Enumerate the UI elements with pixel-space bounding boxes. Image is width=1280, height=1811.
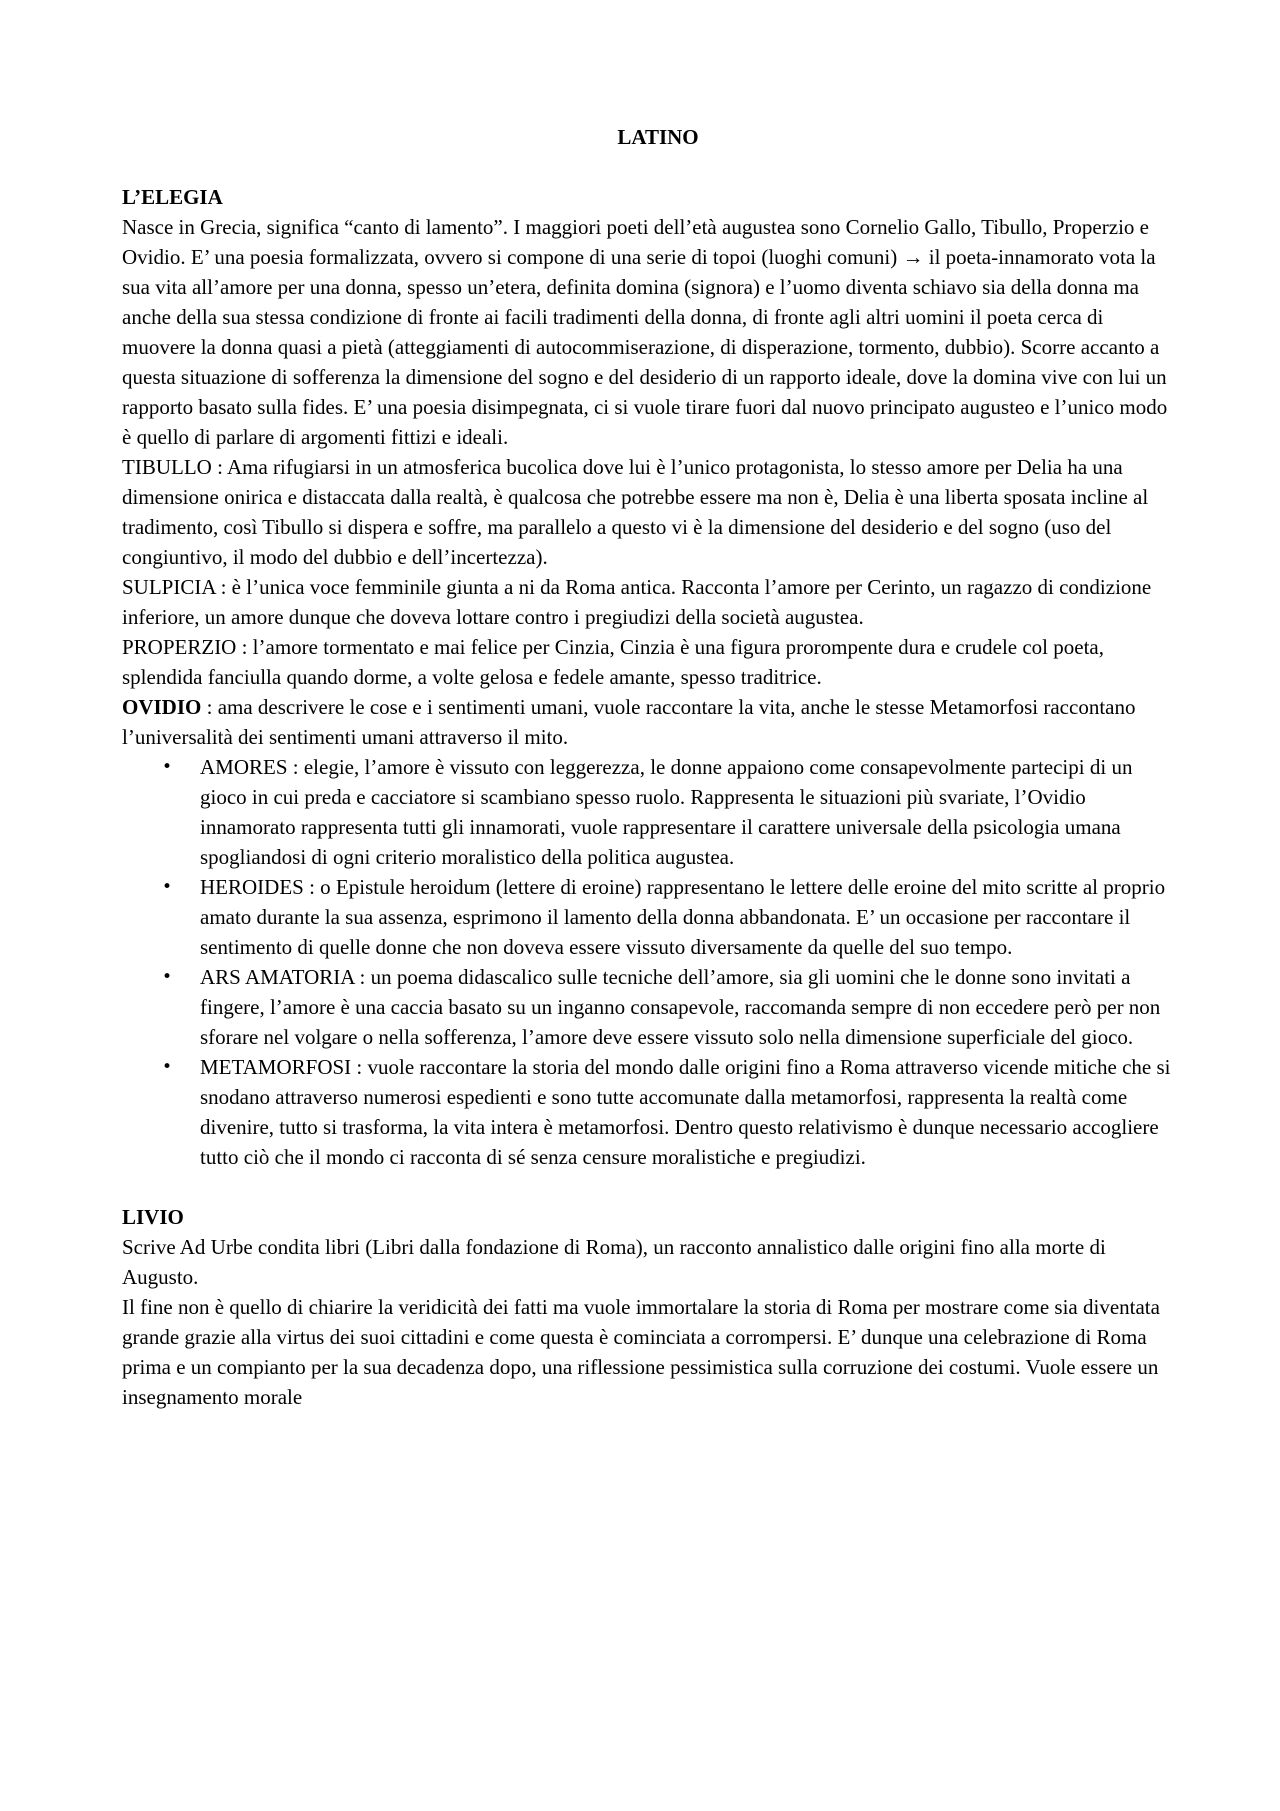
spacer (122, 152, 1172, 182)
spacer (122, 1172, 1172, 1202)
list-item-text: METAMORFOSI : vuole raccontare la storia del mondo dalle origini fino a Roma attraverso vicende mitiche che si snodano attraverso numerosi espedienti e sono tutte accomunate dalla metamorfosi, rappresenta la realtà come divenire, tutto si trasforma, la vita intera è metamorfosi. Dentro questo relativismo è dunque necessario accogliere tutto ciò che il mondo ci racconta di sé senza censure moralistiche e pregiudizi. (200, 1055, 1171, 1169)
list-item-text: AMORES : elegie, l’amore è vissuto con leggerezza, le donne appaiono come consapevolmente partecipi di un gioco in cui preda e cacciatore si scambiano spesso ruolo. Rappresenta le situazioni più svariate, l’Ovidio innamorato rappresenta tutti gli innamorati, vuole rappresentare il carattere universale della psicologia umana spogliandosi di ogni criterio moralistico della politica augustea. (200, 755, 1133, 869)
ovidio-name: OVIDIO (122, 695, 202, 719)
tibullo-paragraph: TIBULLO : Ama rifugiarsi in un atmosferica bucolica dove lui è l’unico protagonista, lo stesso amore per Delia ha una dimensione onirica e distaccata dalla realtà, è qualcosa che potrebbe essere ma non è, Delia è una liberta sposata incline al tradimento, così Tibullo si dispera e soffre, ma parallelo a questo vi è la dimensione del desiderio e del sogno (uso del congiuntivo, il modo del dubbio e dell’incertezza). (122, 455, 1149, 569)
list-item-ars-amatoria (122, 962, 1172, 1052)
bullet-icon: • (162, 967, 173, 987)
list-item-heroides (122, 872, 1172, 962)
list-item-text: HEROIDES : o Epistule heroidum (lettere di eroine) rappresentano le lettere delle eroine del mito scritte al proprio amato durante la sua assenza, esprimono il lamento della donna abbandonata. E’ un occasione per raccontare il sentimento di quelle donne che non doveva essere vissuto diversamente da quelle del suo tempo. (200, 875, 1166, 959)
ovidio-paragraph (122, 692, 1172, 752)
ovidio-works-list (122, 752, 1172, 1172)
document-content (122, 122, 1172, 1412)
bullet-icon: • (162, 877, 173, 897)
section-heading-livio: LIVIO (122, 1205, 184, 1229)
livio-paragraph-2: Il fine non è quello di chiarire la veridicità dei fatti ma vuole immortalare la storia di Roma per mostrare come sia diventata grande grazie alla virtus dei suoi cittadini e come questa è cominciata a corrompersi. E’ dunque una celebrazione di Roma prima e un compianto per la sua decadenza dopo, una riflessione pessimistica sulla corruzione dei costumi. Vuole essere un insegnamento morale (122, 1295, 1160, 1409)
list-item-text: ARS AMATORIA : un poema didascalico sulle tecniche dell’amore, sia gli uomini che le donne sono invitati a fingere, l’amore è una caccia basato su un inganno consapevole, raccomanda sempre di non eccedere però per non sforare nel volgare o nella sofferenza, l’amore deve essere vissuto solo nella dimensione superficiale del gioco. (200, 965, 1161, 1049)
bullet-icon: • (162, 1057, 173, 1077)
bullet-icon: • (162, 757, 173, 777)
elegia-intro-paragraph: Nasce in Grecia, significa “canto di lamento”. I maggiori poeti dell’età augustea sono Cornelio Gallo, Tibullo, Properzio e Ovidio. E’ una poesia formalizzata, ovvero si compone di una serie di topoi (luoghi comuni) → il poeta-innamorato vota la sua vita all’amore per una donna, spesso un’etera, definita domina (signora) e l’uomo diventa schiavo sia della donna ma anche della sua stessa condizione di fronte ai facili tradimenti della donna, di fronte agli altri uomini il poeta cerca di muovere la donna quasi a pietà (atteggiamenti di autocommiserazione, di disperazione, tormento, dubbio). Scorre accanto a questa situazione di sofferenza la dimensione del sogno e del desiderio di un rapporto ideale, dove la domina vive con lui un rapporto basato sulla fides. E’ una poesia disimpegnata, ci si vuole tirare fuori dal nuovo principato augusteo e l’unico modo è quello di parlare di argomenti fittizi e ideali. (122, 215, 1168, 449)
sulpicia-paragraph: SULPICIA : è l’unica voce femminile giunta a ni da Roma antica. Racconta l’amore per Cerinto, un ragazzo di condizione inferiore, un amore dunque che doveva lottare contro i pregiudizi della società augustea. (122, 575, 1152, 629)
list-item-metamorfosi (122, 1052, 1172, 1172)
list-item-amores (122, 752, 1172, 872)
ovidio-text: : ama descrivere le cose e i sentimenti umani, vuole raccontare la vita, anche le stesse Metamorfosi raccontano l’universalità dei sentimenti umani attraverso il mito. (122, 695, 1136, 749)
section-heading-elegia: L’ELEGIA (122, 185, 223, 209)
properzio-paragraph: PROPERZIO : l’amore tormentato e mai felice per Cinzia, Cinzia è una figura prorompente dura e crudele col poeta, splendida fanciulla quando dorme, a volte gelosa e fedele amante, spesso traditrice. (122, 635, 1104, 689)
livio-paragraph-1: Scrive Ad Urbe condita libri (Libri dalla fondazione di Roma), un racconto annalistico dalle origini fino alla morte di Augusto. (122, 1235, 1106, 1289)
document-title: LATINO (617, 125, 699, 149)
